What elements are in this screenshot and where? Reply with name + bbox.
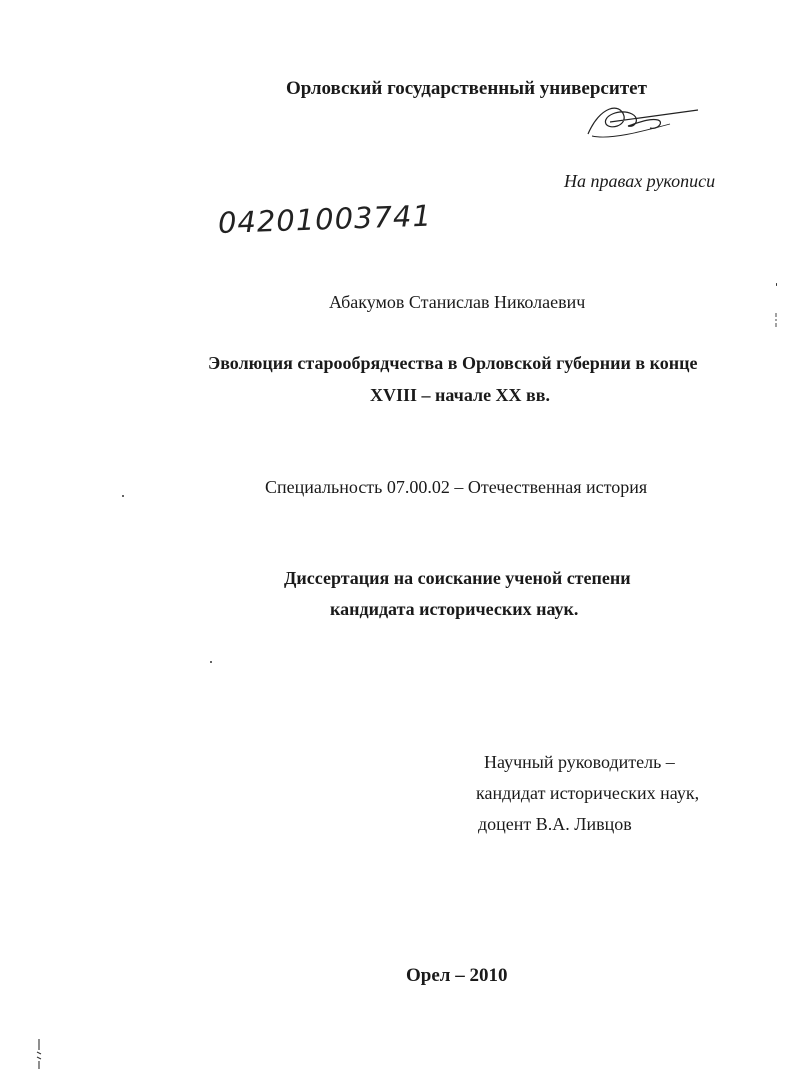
signature-mark	[580, 96, 700, 146]
university-name: Орловский государственный университет	[286, 78, 647, 99]
scan-speck	[122, 495, 124, 497]
scan-speck	[210, 661, 212, 663]
degree-line-2: кандидата исторических наук.	[330, 599, 579, 619]
supervisor-line-1: Научный руководитель –	[484, 752, 675, 772]
manuscript-rights-note: На правах рукописи	[564, 171, 716, 191]
author-name: Абакумов Станислав Николаевич	[329, 292, 586, 312]
specialty-line: Специальность 07.00.02 – Отечественная история	[265, 477, 648, 497]
scan-speck	[776, 283, 777, 286]
handwritten-registration-number: 04201003741	[217, 198, 433, 240]
supervisor-line-2: кандидат исторических наук,	[476, 783, 700, 803]
degree-line-1: Диссертация на соискание ученой степени	[284, 568, 631, 588]
thesis-title-line-2: XVIII – начале XX вв.	[370, 385, 550, 405]
supervisor-line-3: доцент В.А. Ливцов	[478, 814, 632, 834]
scan-edge-mark	[34, 1038, 44, 1070]
scan-edge-mark	[772, 312, 780, 328]
thesis-title-line-1: Эволюция старообрядчества в Орловской губернии в конце	[208, 353, 698, 373]
city-year: Орел – 2010	[406, 965, 508, 986]
